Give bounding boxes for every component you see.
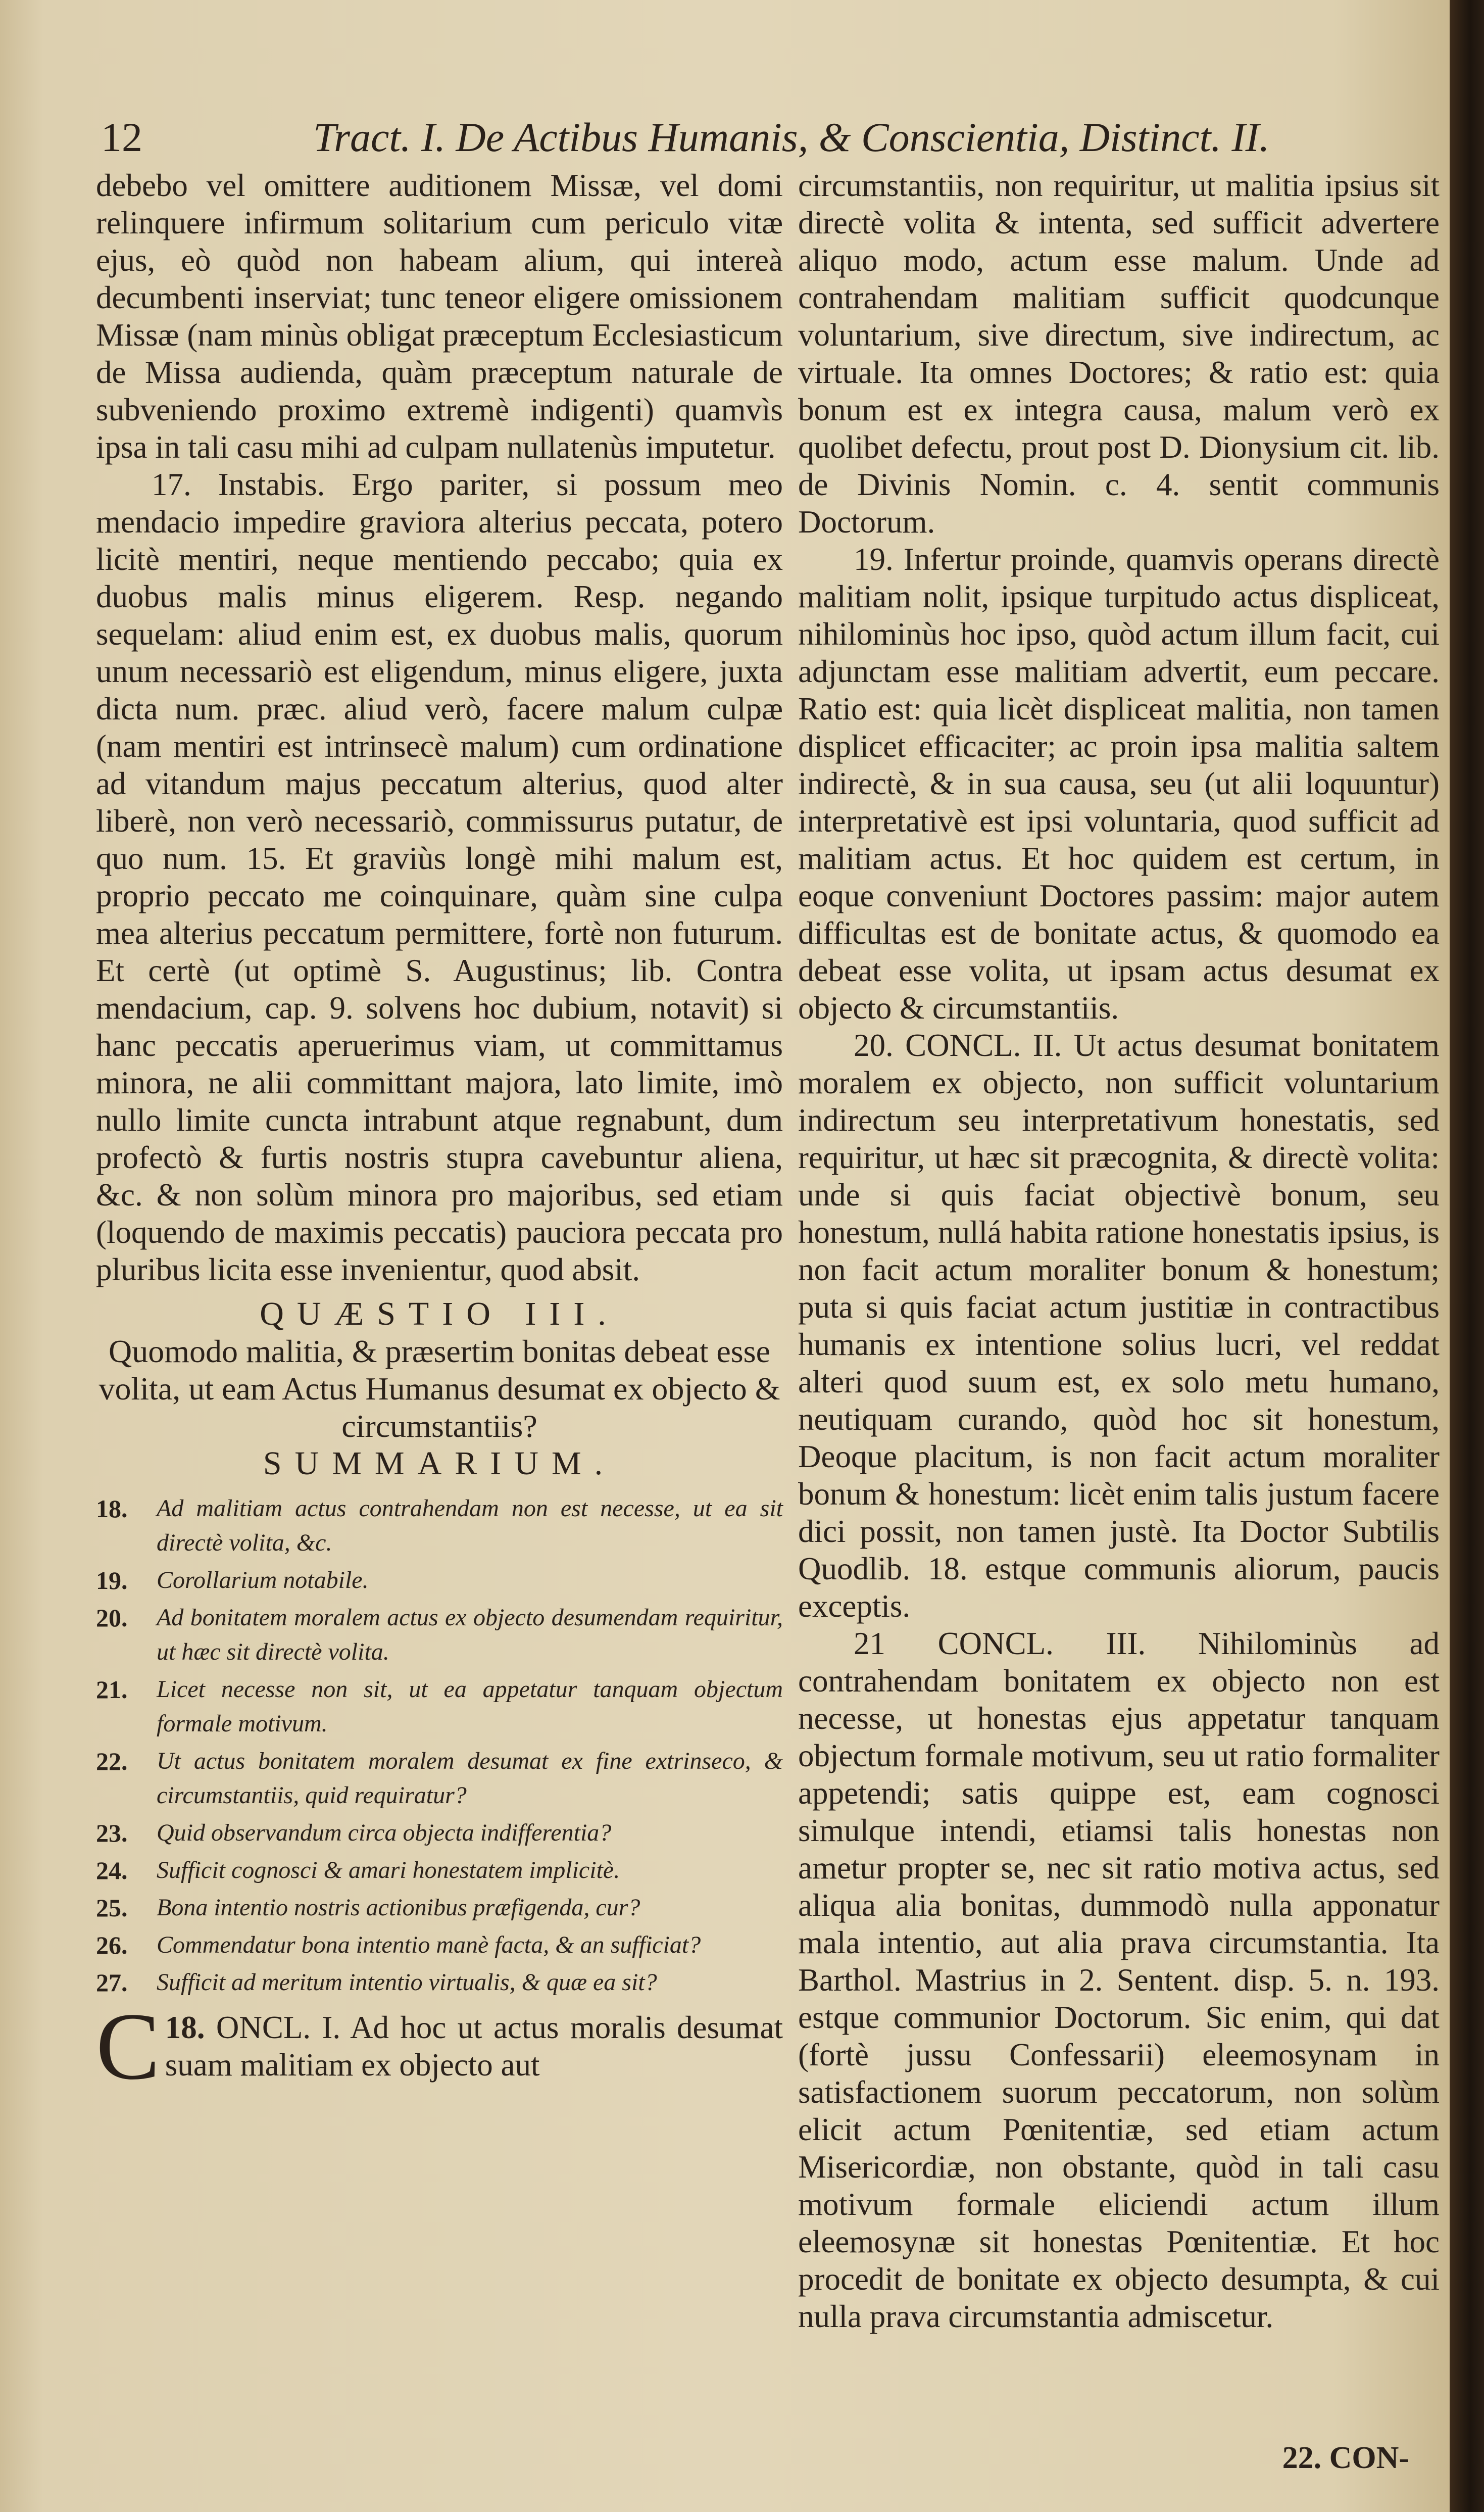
summary-item-number: 20.: [96, 1604, 128, 1632]
summary-item-number: 27.: [96, 1968, 128, 1997]
conclusion-1-number: 18.: [165, 2010, 205, 2045]
paragraph-17: 17. Instabis. Ergo pariter, si possum meo mendacio impedire graviora alterius peccata, potero licitè mentiri, neque mentiendo peccabo; quia ex duobus malis minus eligerem. Resp. negando sequelam: aliud enim est, ex duobus malis, quorum unum necessariò est eligendum, minus eligere, juxta dicta num. præc. aliud verò, facere malum culpæ (nam mentiri est intrinsecè malum) cum ordinatione ad vitandum majus peccatum alterius, quod alter liberè, non verò necessariò, commissurus putatur, de quo num. 15. Et graviùs longè mihi malum est, proprio peccato me coinquinare, quàm sine culpa mea alterius peccatum permittere, fortè non futurum. Et certè (ut optimè S. Augustinus; lib. Contra mendacium, cap. 9. solvens hoc dubium, notavit) si hanc peccatis aperuerimus viam, ut committamus minora, ne alii committant majora, lato limite, imò nullo limite cuncta intrabunt atque regnabunt, dum profectò & furtis nostris stupra cavebuntur aliena, &c. & non solùm minora pro majoribus, sed etiam (loquendo de maximis peccatis) pauciora peccata pro pluribus licita esse invenientur, quod absit.: [96, 467, 783, 1287]
summary-item-text: Sufficit ad meritum intentio virtualis, & quæ ea sit?: [157, 1969, 657, 1996]
question-subtitle: Quomodo malitia, & præsertim bonitas debeat esse volita, ut eam Actus Humanus desumat ex objecto & circumstantiis?: [98, 1333, 780, 1444]
summary-item: [96, 1563, 783, 1598]
summary-item-text: Commendatur bona intentio manè facta, & an sufficiat?: [157, 1931, 701, 1958]
summary-item-number: 25.: [96, 1894, 128, 1922]
drop-cap: C: [96, 1994, 160, 2100]
paragraph-continued: debebo vel omittere auditionem Missæ, vel domi relinquere infirmum solitarium cum periculo vitæ ejus, eò quòd non habeam alium, qui intereà decumbenti inserviat; tunc teneor eligere omissionem Missæ (nam minùs obligat præceptum Ecclesiasticum de Missa audienda, quàm præceptum naturale de subveniendo proximo extremè indigenti) quamvìs ipsa in tali casu mihi ad culpam nullatenùs imputetur.: [96, 168, 783, 465]
summary-item-text: Ad malitiam actus contrahendam non est necesse, ut ea sit directè volita, &c.: [157, 1495, 783, 1556]
question-title: QUÆSTIO III.: [260, 1295, 619, 1332]
running-title: Tract. I. De Actibus Humanis, & Conscientia, Distinct. II.: [313, 114, 1270, 160]
summary-list: [96, 1491, 783, 2000]
summary-item: [96, 1744, 783, 1813]
paragraph-20: 20. CONCL. II. Ut actus desumat bonitatem moralem ex objecto, non sufficit voluntarium indirectum seu interpretativum honestatis, sed requiritur, ut hæc sit præcognita, & directè volita: unde si quis faciat objectivè bonum, seu honestum, nullá habita ratione honestatis ipsius, is non facit actum moraliter bonum & honestum; puta si quis faciat actum justitiæ in contractibus humanis ex intentione solius lucri, vel reddat alteri quod suum est, ex solo metu humano, neutiquam curando, quòd hoc sit honestum, Deoque placitum, is non facit actum moraliter bonum & honestum: licèt enim talis justum facere dici possit, non tamen justè. Ita Doctor Subtilis Quodlib. 18. estque communis aliorum, paucis exceptis.: [798, 1028, 1440, 1624]
summary-item: [96, 1672, 783, 1741]
summary-item: [96, 1816, 783, 1850]
summary-item-text: Sufficit cognosci & amari honestatem implicitè.: [157, 1857, 620, 1883]
conclusion-1: [96, 1994, 783, 2100]
summary-item-text: Ut actus bonitatem moralem desumat ex fine extrinseco, & circumstantiis, quid requiratur?: [157, 1748, 783, 1809]
summary-item-text: Ad bonitatem moralem actus ex objecto desumendam requiritur, ut hæc sit directè volita.: [157, 1604, 783, 1665]
summary-item-number: 21.: [96, 1675, 128, 1704]
summary-item-text: Corollarium notabile.: [157, 1567, 369, 1593]
summary-item-number: 23.: [96, 1819, 128, 1847]
paragraph-continued-right: circumstantiis, non requiritur, ut malitia ipsius sit directè volita & intenta, sed sufficit advertere aliquo modo, actum esse malum. Unde ad contrahendam malitiam sufficit quodcunque voluntarium, sive directum, sive indirectum, ac virtuale. Ita omnes Doctores; & ratio est: quia bonum est ex integra causa, malum verò ex quolibet defectu, prout post D. Dionysium cit. lib. de Divinis Nomin. c. 4. sentit communis Doctorum.: [798, 168, 1440, 540]
paragraph-21: 21 CONCL. III. Nihilominùs ad contrahendam bonitatem ex objecto non est necesse, ut honestas ejus appetatur tanquam objectum formale motivum, seu ut ratio formaliter appetendi; satis quippe est, eam cognosci simulque intendi, etiamsi talis honestas non ametur propter se, nec sit ratio motiva actus, sed aliqua alia bonitas, dummodò nulla apponatur mala intentio, aut alia prava circumstantia. Ita Barthol. Mastrius in 2. Sentent. disp. 5. n. 193. estque communior Doctorum. Sic enim, qui dat (fortè jussu Confessarii) eleemosynam in satisfactionem suorum peccatorum, non solùm elicit actum Pœnitentiæ, sed etiam actum Misericordiæ, non obstante, quòd in tali casu motivum formale eliciendi actum illum eleemosynæ sit honestas Pœnitentiæ. Et hoc procedit de bonitate ex objecto desumpta, & cui nulla prava circumstantia admiscetur.: [798, 1626, 1440, 2334]
summary-item: [96, 1891, 783, 1925]
summary-item-text: Quid observandum circa objecta indifferentia?: [157, 1819, 612, 1846]
page-number: 12: [101, 114, 142, 160]
summary-item: [96, 1601, 783, 1669]
book-spine: [1450, 0, 1484, 2512]
right-column: [798, 167, 1440, 2335]
summary-item-text: Licet necesse non sit, ut ea appetatur tanquam objectum formale motivum.: [157, 1676, 783, 1737]
summary-title: SUMMARIUM.: [263, 1445, 616, 1482]
summary-item-number: 18.: [96, 1494, 128, 1523]
summary-item: [96, 1965, 783, 2000]
summary-item-number: 19.: [96, 1566, 128, 1595]
summary-item: [96, 1928, 783, 1962]
summary-item-number: 26.: [96, 1931, 128, 1959]
conclusion-1-text: ONCL. I. Ad hoc ut actus moralis desumat suam malitiam ex objecto aut: [165, 2010, 783, 2083]
summary-item-number: 22.: [96, 1747, 128, 1775]
summary-item-text: Bona intentio nostris actionibus præfigenda, cur?: [157, 1894, 640, 1921]
summary-item: [96, 1491, 783, 1560]
catchword: 22. CON-: [1282, 2441, 1409, 2475]
left-column: [96, 167, 783, 2100]
paragraph-19: 19. Infertur proinde, quamvis operans directè malitiam nolit, ipsique turpitudo actus displiceat, nihilominùs hoc ipso, quòd actum illum facit, cui adjunctam esse malitiam advertit, eum peccare. Ratio est: quia licèt displiceat malitia, non tamen displicet efficaciter; ac proin ipsa malitia saltem indirectè, & in sua causa, seu (ut alii loquuntur) interpretativè est ipsi voluntaria, quod sufficit ad malitiam actus. Et hoc quidem est certum, in eoque conveniunt Doctores passim: major autem difficultas est de bonitate actus, & quomodo ea debeat esse volita, ut ipsam actus desumat ex objecto & circumstantiis.: [798, 542, 1440, 1026]
summary-item-number: 24.: [96, 1856, 128, 1885]
summary-item: [96, 1853, 783, 1888]
page-header: [101, 114, 1434, 169]
